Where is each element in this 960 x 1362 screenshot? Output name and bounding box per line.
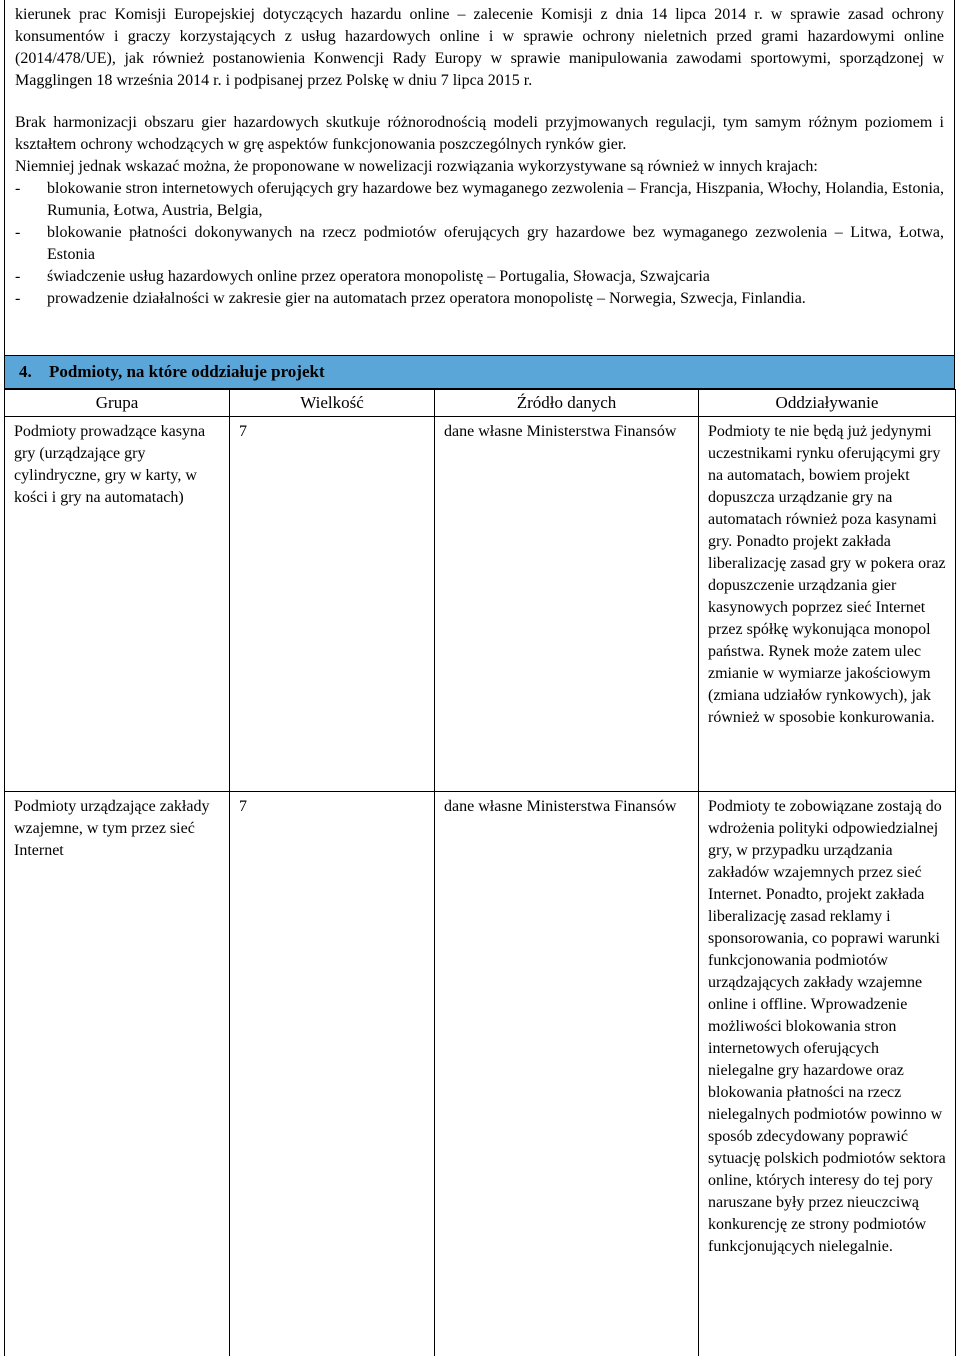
bullet-marker: - <box>15 268 21 285</box>
cell-wielkosc: 7 <box>230 417 435 792</box>
list-item-text: blokowanie płatności dokonywanych na rzecz podmiotów oferujących gry hazardowe bez wymaganego zezwolenia – Litwa, Łotwa, Estonia <box>47 224 944 263</box>
country-list <box>15 178 944 310</box>
table-header-row <box>5 390 956 417</box>
cell-wielkosc: 7 <box>230 792 435 1357</box>
column-header-zrodlo: Źródło danych <box>435 390 699 417</box>
column-header-grupa: Grupa <box>5 390 230 417</box>
column-header-oddzialywanie: Oddziaływanie <box>699 390 956 417</box>
intro-paragraph-2: Brak harmonizacji obszaru gier hazardowych skutkuje różnorodnością modeli przyjmowanych regulacji, tym samym różnym poziomem i kształtem ochrony wchodzących w grę aspektów funkcjonowania poszczególnych rynków gier. <box>15 114 944 153</box>
column-header-wielkosc: Wielkość <box>230 390 435 417</box>
cell-zrodlo: dane własne Ministerstwa Finansów <box>435 417 699 792</box>
cell-zrodlo: dane własne Ministerstwa Finansów <box>435 792 699 1357</box>
list-item-text: prowadzenie działalności w zakresie gier na automatach przez operatora monopolistę – Norwegia, Szwecja, Finlandia. <box>47 290 806 307</box>
bullet-marker: - <box>15 180 21 197</box>
section-title: Podmioty, na które oddziałuje projekt <box>49 362 325 381</box>
section-number: 4. <box>19 362 32 381</box>
cell-grupa: Podmioty urządzające zakłady wzajemne, w tym przez sieć Internet <box>5 792 230 1357</box>
bullet-marker: - <box>15 290 21 307</box>
list-item-text: świadczenie usług hazardowych online przez operatora monopolistę – Portugalia, Słowacja, Szwajcaria <box>47 268 710 285</box>
list-item <box>15 222 944 266</box>
entities-table <box>4 389 956 1356</box>
cell-oddzialywanie: Podmioty te zobowiązane zostają do wdrożenia polityki odpowiedzialnej gry, w przypadku urządzania zakładów wzajemnych przez sieć Internet. Ponadto, projekt zakłada liberalizację zasad reklamy i sponsorowania, co poprawi warunki funkcjonowania podmiotów urządzających zakłady wzajemne online i offline. Wprowadzenie możliwości blokowania stron internetowych oferujących nielegalne gry hazardowe oraz blokowania płatności na rzecz nielegalnych podmiotów powinno w sposób zdecydowany poprawić sytuację polskich podmiotów sektora online, których interesy do tej pory naruszane były przez nieuczciwą konkurencję ze strony podmiotów funkcjonujących nielegalnie. <box>699 792 956 1357</box>
table-row <box>5 792 956 1357</box>
cell-grupa: Podmioty prowadzące kasyna gry (urządzające gry cylindryczne, gry w karty, w kości i gry na automatach) <box>5 417 230 792</box>
list-item-text: blokowanie stron internetowych oferujących gry hazardowe bez wymaganego zezwolenia – Francja, Hiszpania, Włochy, Holandia, Estonia, Rumunia, Łotwa, Austria, Belgia, <box>47 180 944 219</box>
section-heading <box>4 355 955 389</box>
list-item <box>15 178 944 222</box>
intro-box <box>4 0 955 355</box>
cell-oddzialywanie: Podmioty te nie będą już jedynymi uczestnikami rynku oferującymi gry na automatach, bowiem projekt dopuszcza urządzanie gry na automatach również poza kasynami gry. Ponadto projekt zakłada liberalizację zasad gry w pokera oraz dopuszczenie urządzania gier kasynowych poprzez sieć Internet przez spółkę wykonująca monopol państwa. Rynek może zatem ulec zmianie w wymiarze jakościowym (zmiana udziałów rynkowych), jak również w sposobie konkurowania. <box>699 417 956 792</box>
list-item <box>15 266 944 288</box>
list-item <box>15 288 944 310</box>
table-row <box>5 417 956 792</box>
intro-paragraph-3: Niemniej jednak wskazać można, że proponowane w nowelizacji rozwiązania wykorzystywane są również w innych krajach: <box>15 158 818 175</box>
bullet-marker: - <box>15 224 21 241</box>
intro-paragraph-1: kierunek prac Komisji Europejskiej dotyczących hazardu online – zalecenie Komisji z dnia 14 lipca 2014 r. w sprawie zasad ochrony konsumentów i graczy korzystających z usług hazardowych online i w sprawie ochrony nieletnich przed grami hazardowymi online (2014/478/UE), jak również postanowienia Konwencji Rady Europy w sprawie manipulowania zawodami sportowymi, sporządzonej w Magglingen 18 września 2014 r. i podpisanej przez Polskę w dniu 7 lipca 2015 r. <box>15 6 944 89</box>
